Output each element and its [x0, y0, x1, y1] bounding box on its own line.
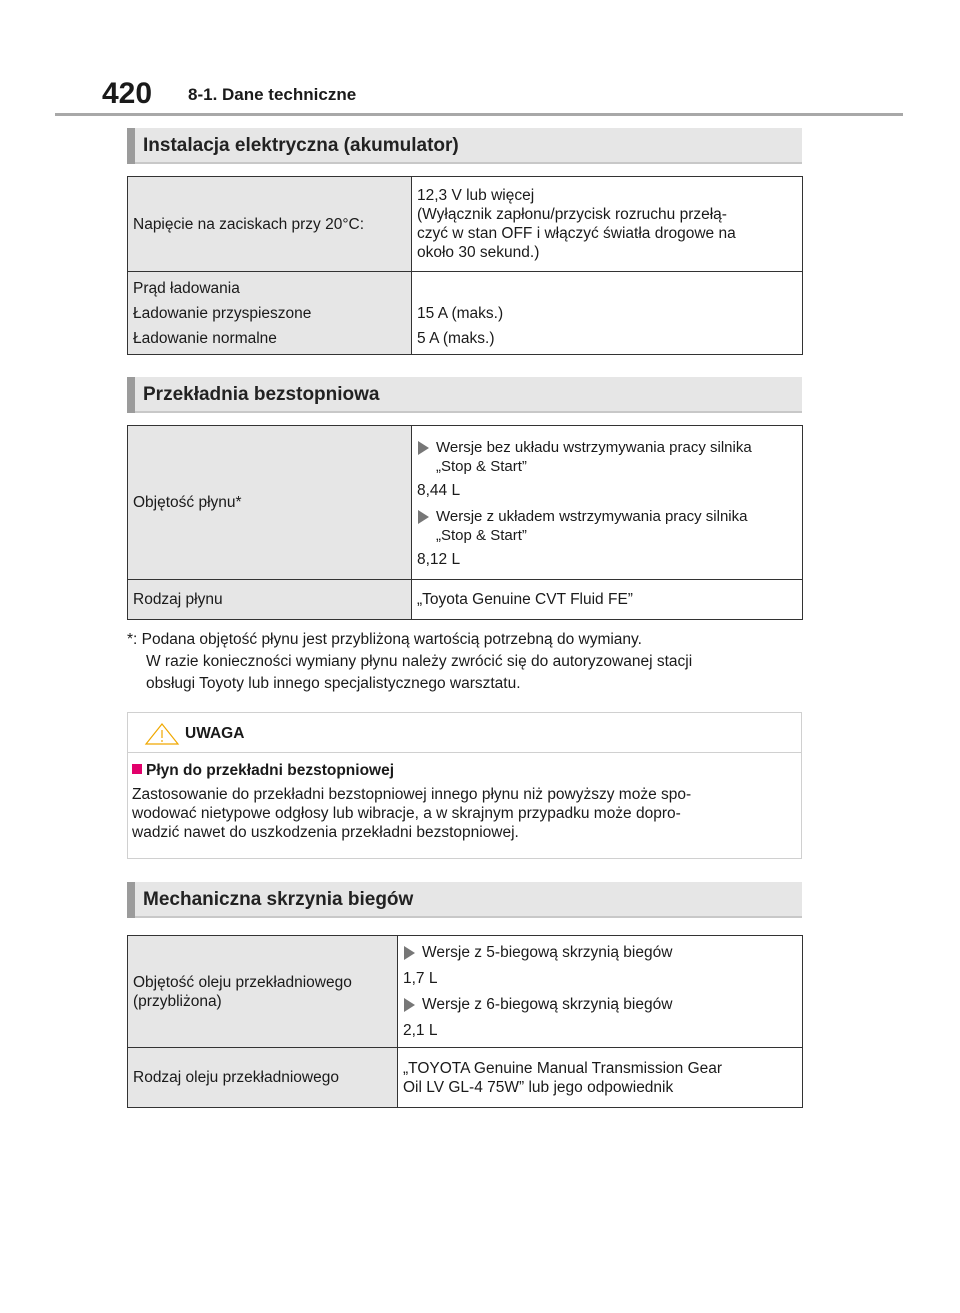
square-marker-icon: [132, 764, 142, 774]
section-electrical-header: [127, 128, 802, 164]
label-heading: Prąd ładowania: [133, 279, 240, 297]
manual-spec-table: [127, 935, 803, 1108]
heading-line: „Stop & Start”: [436, 458, 527, 475]
footnote-text: Podana objętość płynu jest przybliżoną wartością potrzebną do wymiany.: [141, 631, 642, 648]
value-line: 5 A (maks.): [417, 329, 495, 347]
value-line: 15 A (maks.): [417, 304, 504, 322]
label-line: (przybliżona): [133, 992, 222, 1010]
label-line: Ładowanie normalne: [133, 329, 277, 347]
spec-value: [412, 177, 803, 272]
footnote: [127, 629, 817, 695]
footnote-line: W razie konieczności wymiany płynu należy zwrócić się do autoryzowanej stacji: [146, 653, 693, 670]
spec-value: [398, 936, 803, 1048]
label-line: Objętość oleju przekładniowego: [133, 973, 352, 991]
spec-label: [128, 272, 412, 355]
table-row: [128, 272, 803, 355]
spec-label: [128, 1048, 398, 1108]
section-title: Przekładnia bezstopniowa: [143, 384, 380, 405]
footnote-marker: *:: [127, 631, 138, 648]
table-row: [128, 177, 803, 272]
heading-line: Wersje bez układu wstrzymywania pracy silnika: [436, 439, 752, 456]
table-row: [128, 936, 803, 1048]
electrical-spec-table: [127, 176, 803, 355]
section-title: Instalacja elektryczna (akumulator): [143, 135, 459, 156]
warning-title-text: Płyn do przekładni bezstopniowej: [146, 762, 395, 779]
table-row: [128, 1048, 803, 1108]
value-text: „Toyota Genuine CVT Fluid FE”: [417, 591, 633, 608]
label-text: Rodzaj płynu: [133, 591, 223, 608]
heading-line: „Stop & Start”: [436, 527, 527, 544]
footnote-line: obsługi Toyoty lub innego specjalistycznego warsztatu.: [146, 675, 521, 692]
variant-value: 8,12 L: [417, 551, 461, 568]
variant-heading: [403, 994, 797, 1016]
triangle-right-icon: [418, 510, 429, 524]
warning-title: [132, 762, 394, 780]
page-header: [102, 78, 902, 112]
spec-value: [412, 580, 803, 620]
section-title: Mechaniczna skrzynia biegów: [143, 889, 414, 910]
warning-header: [128, 713, 801, 753]
variant-value: 1,7 L: [403, 969, 438, 987]
spec-label: [128, 580, 412, 620]
value-line: Oil LV GL-4 75W” lub jego odpowiednik: [403, 1078, 674, 1096]
warning-label: UWAGA: [185, 725, 245, 742]
table-row: [128, 426, 803, 580]
value-line: 12,3 V lub więcej: [417, 187, 535, 204]
table-row: [128, 580, 803, 620]
variant-heading: [417, 438, 797, 476]
warning-line: wadzić nawet do uszkodzenia przekładni bezstopniowej.: [132, 824, 519, 841]
label-text: Napięcie na zaciskach przy 20°C:: [133, 215, 365, 233]
label-text: Objętość płynu*: [133, 494, 242, 511]
label-line: Ładowanie przyspieszone: [133, 304, 312, 322]
value-line: „TOYOTA Genuine Manual Transmission Gear: [403, 1059, 723, 1077]
value-line: (Wyłącznik zapłonu/przycisk rozruchu przełą-: [417, 206, 727, 223]
warning-line: wodować nietypowe odgłosy lub wibracje, a w skrajnym przypadku może dopro-: [132, 805, 681, 822]
triangle-right-icon: [404, 946, 415, 960]
value-line: czyć w stan OFF i włączyć światła drogowe na: [417, 225, 736, 242]
label-text: Rodzaj oleju przekładniowego: [133, 1069, 339, 1086]
spec-label: [128, 936, 398, 1048]
spec-value: [412, 426, 803, 580]
chapter-title: 8-1. Dane techniczne: [188, 85, 357, 104]
spec-label: [128, 426, 412, 580]
warning-triangle-icon: [144, 722, 180, 746]
variant-heading: [417, 507, 797, 545]
triangle-right-icon: [418, 441, 429, 455]
heading-line: Wersje z 5-biegową skrzynią biegów: [422, 943, 673, 961]
section-cvt-header: [127, 377, 802, 413]
footnote-line: [127, 629, 817, 651]
value-line: około 30 sekund.): [417, 244, 540, 261]
cvt-spec-table: [127, 425, 803, 620]
warning-line: Zastosowanie do przekładni bezstopniowej innego płynu niż powyższy może spo-: [132, 786, 692, 803]
heading-line: Wersje z układem wstrzymywania pracy silnika: [436, 508, 748, 525]
section-manual-header: [127, 882, 802, 918]
variant-value: 8,44 L: [417, 482, 461, 499]
header-divider: [55, 113, 903, 116]
page-number: 420: [102, 77, 153, 110]
warning-text: [132, 785, 797, 842]
triangle-right-icon: [404, 998, 415, 1012]
heading-line: Wersje z 6-biegową skrzynią biegów: [422, 995, 673, 1013]
spec-label: [128, 177, 412, 272]
variant-value: 2,1 L: [403, 1021, 438, 1039]
spec-value: [398, 1048, 803, 1108]
variant-heading: [403, 942, 797, 964]
spec-value: [412, 272, 803, 355]
warning-box: [127, 712, 802, 859]
